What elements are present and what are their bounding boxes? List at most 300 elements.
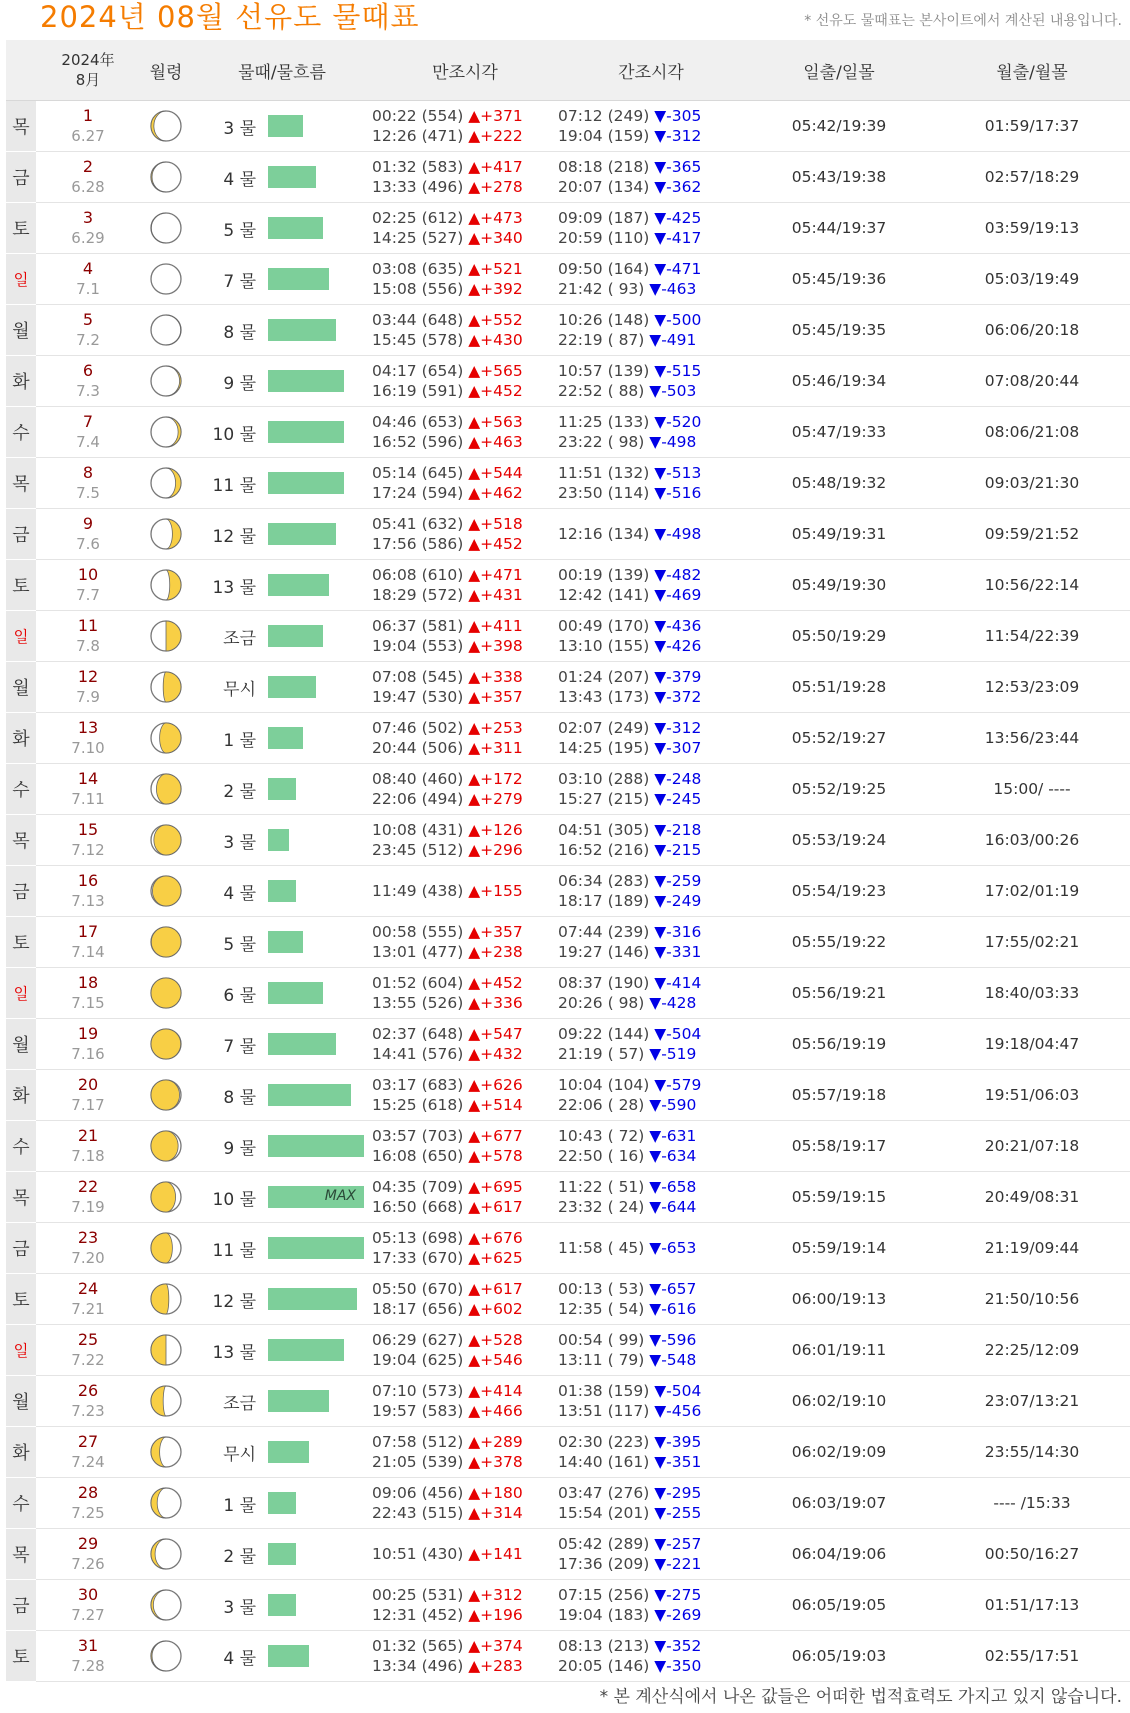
- low-tide-entry: [558, 789, 744, 809]
- date-cell: [36, 560, 140, 611]
- high-tide-diff: ▲+196: [468, 1606, 523, 1624]
- moonrise-moonset: 20:49/08:31: [934, 1172, 1130, 1223]
- date-cell: [36, 356, 140, 407]
- tide-phase-label: 2 물: [192, 764, 262, 815]
- low-tide-time: 14:40 (161): [558, 1453, 650, 1471]
- high-tide-entry: [372, 942, 558, 962]
- moonrise-moonset: 01:51/17:13: [934, 1580, 1130, 1631]
- low-tide-diff: ▼-482: [654, 566, 702, 584]
- moon-phase-icon: [148, 924, 184, 960]
- tide-flow-bar-track: [268, 982, 372, 1004]
- lunar-date: 7.20: [71, 1249, 105, 1267]
- low-tide-diff: ▼-658: [649, 1178, 697, 1196]
- tide-flow-bar: [268, 574, 329, 596]
- low-tide-time: 23:22 ( 98): [558, 433, 645, 451]
- moon-phase-cell: [140, 1274, 192, 1325]
- tide-flow-cell: [262, 866, 372, 917]
- moon-phase-icon: [148, 363, 184, 399]
- high-tide-diff: ▲+546: [468, 1351, 523, 1369]
- tide-phase-label: 3 물: [192, 101, 262, 152]
- date-cell: [36, 1019, 140, 1070]
- high-tide-diff: ▲+155: [468, 882, 523, 900]
- tide-flow-bar-track: [268, 625, 372, 647]
- low-tide-diff: ▼-215: [654, 841, 702, 859]
- tide-row: [6, 611, 1130, 662]
- high-tide-time: 22:06 (494): [372, 790, 464, 808]
- moonrise-moonset: 05:03/19:49: [934, 254, 1130, 305]
- moonrise-moonset: 00:50/16:27: [934, 1529, 1130, 1580]
- date-cell: [36, 305, 140, 356]
- tide-phase-label: 13 물: [192, 1325, 262, 1376]
- date-cell: [36, 1478, 140, 1529]
- tide-flow-bar-track: [268, 931, 372, 953]
- tide-flow-bar: [268, 370, 344, 392]
- high-tide-time: 16:08 (650): [372, 1147, 464, 1165]
- low-tide-diff: ▼-417: [654, 229, 702, 247]
- moon-phase-cell: [140, 1070, 192, 1121]
- tide-flow-cell: [262, 713, 372, 764]
- moon-lit-portion: [163, 672, 181, 702]
- low-tide-cell: [558, 866, 744, 917]
- tide-flow-bar-track: [268, 1645, 372, 1667]
- date-cell: [36, 764, 140, 815]
- high-tide-time: 17:24 (594): [372, 484, 464, 502]
- high-tide-entry: [372, 310, 558, 330]
- high-tide-cell: [372, 866, 558, 917]
- lunar-date: 6.29: [71, 229, 105, 247]
- moonrise-moonset: 23:07/13:21: [934, 1376, 1130, 1427]
- tide-flow-cell: [262, 1121, 372, 1172]
- day-of-week: 일: [6, 254, 36, 305]
- tide-flow-cell: [262, 1427, 372, 1478]
- date-cell: [36, 101, 140, 152]
- moon-phase-icon: [148, 312, 184, 348]
- high-tide-cell: [372, 407, 558, 458]
- date-cell: [36, 509, 140, 560]
- moon-phase-cell: [140, 713, 192, 764]
- tide-row: [6, 1631, 1130, 1682]
- sunrise-sunset: 05:54/19:23: [744, 866, 934, 917]
- moon-phase-cell: [140, 152, 192, 203]
- lunar-date: 7.6: [76, 535, 100, 553]
- high-tide-entry: [372, 922, 558, 942]
- tide-row: [6, 407, 1130, 458]
- high-tide-cell: [372, 254, 558, 305]
- high-tide-time: 07:10 (573): [372, 1382, 464, 1400]
- low-tide-cell: [558, 305, 744, 356]
- tide-phase-label: 3 물: [192, 1580, 262, 1631]
- low-tide-time: 11:58 ( 45): [558, 1239, 645, 1257]
- high-tide-diff: ▲+578: [468, 1147, 523, 1165]
- low-tide-entry: [558, 1299, 744, 1319]
- moonrise-moonset: 09:03/21:30: [934, 458, 1130, 509]
- date-cell: [36, 1172, 140, 1223]
- day-of-week: 목: [6, 101, 36, 152]
- moon-phase-icon: [148, 975, 184, 1011]
- low-tide-diff: ▼-503: [649, 382, 697, 400]
- high-tide-time: 01:32 (565): [372, 1637, 464, 1655]
- low-tide-entry: [558, 1075, 744, 1095]
- high-tide-entry: [372, 412, 558, 432]
- high-tide-diff: ▲+238: [468, 943, 523, 961]
- high-tide-diff: ▲+528: [468, 1331, 523, 1349]
- high-tide-diff: ▲+676: [468, 1229, 523, 1247]
- low-tide-time: 19:04 (183): [558, 1606, 650, 1624]
- moon-lit-portion: [152, 876, 181, 906]
- sunrise-sunset: 05:45/19:36: [744, 254, 934, 305]
- tide-flow-bar-track: [268, 676, 372, 698]
- date-cell: [36, 407, 140, 458]
- high-tide-entry: [372, 973, 558, 993]
- date-cell: [36, 662, 140, 713]
- header-tide-flow: 물때/물흐름: [192, 40, 372, 101]
- high-tide-diff: ▲+279: [468, 790, 523, 808]
- sunrise-sunset: 05:48/19:32: [744, 458, 934, 509]
- low-tide-time: 22:19 ( 87): [558, 331, 645, 349]
- solar-day: 14: [77, 769, 99, 788]
- moon-phase-icon: [148, 1179, 184, 1215]
- high-tide-cell: [372, 1070, 558, 1121]
- header-month: 8月: [75, 71, 101, 89]
- low-tide-entry: [558, 361, 744, 381]
- low-tide-entry: [558, 1197, 744, 1217]
- date-cell: [36, 611, 140, 662]
- moon-phase-cell: [140, 254, 192, 305]
- lunar-date: 7.24: [71, 1453, 105, 1471]
- low-tide-time: 20:59 (110): [558, 229, 650, 247]
- moonrise-moonset: 21:19/09:44: [934, 1223, 1130, 1274]
- low-tide-cell: [558, 101, 744, 152]
- moon-phase-cell: [140, 815, 192, 866]
- high-tide-diff: ▲+289: [468, 1433, 523, 1451]
- low-tide-entry: [558, 228, 744, 248]
- high-tide-diff: ▲+473: [468, 209, 523, 227]
- solar-day: 20: [77, 1075, 99, 1094]
- low-tide-diff: ▼-520: [654, 413, 702, 431]
- tide-flow-cell: [262, 1631, 372, 1682]
- low-tide-entry: [558, 1024, 744, 1044]
- moon-phase-icon: [148, 1230, 184, 1266]
- low-tide-entry: [558, 1279, 744, 1299]
- lunar-date: 7.28: [71, 1657, 105, 1675]
- low-tide-time: 20:05 (146): [558, 1657, 650, 1675]
- tide-phase-label: 2 물: [192, 1529, 262, 1580]
- moonrise-moonset: 02:55/17:51: [934, 1631, 1130, 1682]
- high-tide-time: 06:37 (581): [372, 617, 464, 635]
- low-tide-time: 19:27 (146): [558, 943, 650, 961]
- lunar-date: 7.7: [76, 586, 100, 604]
- high-tide-time: 14:25 (527): [372, 229, 464, 247]
- low-tide-diff: ▼-548: [649, 1351, 697, 1369]
- low-tide-diff: ▼-653: [649, 1239, 697, 1257]
- tide-flow-cell: [262, 968, 372, 1019]
- high-tide-diff: ▲+311: [468, 739, 523, 757]
- sunrise-sunset: 05:43/19:38: [744, 152, 934, 203]
- high-tide-cell: [372, 968, 558, 1019]
- high-tide-cell: [372, 1529, 558, 1580]
- low-tide-time: 16:52 (216): [558, 841, 650, 859]
- tide-row: [6, 1478, 1130, 1529]
- day-of-week: 화: [6, 1427, 36, 1478]
- tide-row: [6, 101, 1130, 152]
- tide-flow-bar-track: [268, 1492, 372, 1514]
- low-tide-time: 22:06 ( 28): [558, 1096, 645, 1114]
- date-cell: [36, 1274, 140, 1325]
- moon-phase-icon: [148, 1587, 184, 1623]
- high-tide-entry: [372, 361, 558, 381]
- date-cell: [36, 1121, 140, 1172]
- high-tide-time: 00:22 (554): [372, 107, 464, 125]
- solar-day: 3: [82, 208, 94, 227]
- low-tide-time: 12:35 ( 54): [558, 1300, 645, 1318]
- high-tide-diff: ▲+514: [468, 1096, 523, 1114]
- moonrise-moonset: 09:59/21:52: [934, 509, 1130, 560]
- tide-flow-bar: [268, 472, 344, 494]
- high-tide-diff: ▲+563: [468, 413, 523, 431]
- date-cell: [36, 203, 140, 254]
- high-tide-time: 15:25 (618): [372, 1096, 464, 1114]
- moonrise-moonset: 15:00/ ----: [934, 764, 1130, 815]
- page-title: 2024년 08월 선유도 물때표: [40, 0, 420, 34]
- header-low-tide: 간조시각: [558, 40, 744, 101]
- sunrise-sunset: 05:59/19:14: [744, 1223, 934, 1274]
- low-tide-time: 11:25 (133): [558, 413, 650, 431]
- high-tide-entry: [372, 840, 558, 860]
- low-tide-cell: [558, 203, 744, 254]
- low-tide-entry: [558, 1381, 744, 1401]
- solar-day: 22: [77, 1177, 99, 1196]
- low-tide-diff: ▼-515: [654, 362, 702, 380]
- day-of-week: 수: [6, 407, 36, 458]
- tide-phase-label: 11 물: [192, 458, 262, 509]
- low-tide-time: 17:36 (209): [558, 1555, 650, 1573]
- date-cell: [36, 1325, 140, 1376]
- day-of-week: 월: [6, 305, 36, 356]
- tide-row: [6, 1274, 1130, 1325]
- moonrise-moonset: 10:56/22:14: [934, 560, 1130, 611]
- tide-row: [6, 254, 1130, 305]
- low-tide-time: 21:19 ( 57): [558, 1045, 645, 1063]
- moon-phase-cell: [140, 356, 192, 407]
- date-cell: [36, 1529, 140, 1580]
- high-tide-time: 09:06 (456): [372, 1484, 464, 1502]
- day-of-week: 목: [6, 815, 36, 866]
- low-tide-time: 09:22 (144): [558, 1025, 650, 1043]
- low-tide-diff: ▼-519: [649, 1045, 697, 1063]
- tide-row: [6, 662, 1130, 713]
- day-of-week: 목: [6, 458, 36, 509]
- high-tide-time: 18:29 (572): [372, 586, 464, 604]
- low-tide-time: 10:57 (139): [558, 362, 650, 380]
- tide-flow-bar: [268, 1237, 364, 1259]
- high-tide-diff: ▲+602: [468, 1300, 523, 1318]
- tide-flow-bar-track: [268, 880, 372, 902]
- sunrise-sunset: 05:45/19:35: [744, 305, 934, 356]
- tide-flow-bar: [268, 778, 296, 800]
- sunrise-sunset: 06:02/19:09: [744, 1427, 934, 1478]
- high-tide-entry: [372, 1483, 558, 1503]
- high-tide-diff: ▲+378: [468, 1453, 523, 1471]
- day-of-week: 월: [6, 1376, 36, 1427]
- low-tide-entry: [558, 840, 744, 860]
- tide-row: [6, 509, 1130, 560]
- day-of-week: 금: [6, 1580, 36, 1631]
- sunrise-sunset: 05:56/19:21: [744, 968, 934, 1019]
- disclaimer-footer: * 본 계산식에서 나온 값들은 어떠한 법적효력도 가지고 있지 않습니다.: [599, 1687, 1122, 1707]
- low-tide-time: 18:17 (189): [558, 892, 650, 910]
- tide-flow-bar-track: [268, 1441, 372, 1463]
- low-tide-time: 02:30 (223): [558, 1433, 650, 1451]
- high-tide-diff: ▲+417: [468, 158, 523, 176]
- high-tide-time: 03:08 (635): [372, 260, 464, 278]
- tide-row: [6, 917, 1130, 968]
- low-tide-diff: ▼-469: [654, 586, 702, 604]
- tide-phase-label: 조금: [192, 611, 262, 662]
- sunrise-sunset: 05:42/19:39: [744, 101, 934, 152]
- moonrise-moonset: 07:08/20:44: [934, 356, 1130, 407]
- high-tide-diff: ▲+357: [468, 688, 523, 706]
- date-cell: [36, 815, 140, 866]
- solar-day: 9: [82, 514, 94, 533]
- tide-phase-label: 무시: [192, 1427, 262, 1478]
- lunar-date: 7.4: [76, 433, 100, 451]
- tide-flow-cell: [262, 1325, 372, 1376]
- low-tide-time: 13:10 (155): [558, 637, 650, 655]
- high-tide-diff: ▲+336: [468, 994, 523, 1012]
- low-tide-diff: ▼-456: [654, 1402, 702, 1420]
- day-of-week: 토: [6, 1274, 36, 1325]
- tide-flow-bar: [268, 1645, 309, 1667]
- moon-phase-cell: [140, 1631, 192, 1682]
- low-tide-entry: [558, 1401, 744, 1421]
- tide-flow-bar: [268, 1390, 329, 1412]
- low-tide-time: 01:24 (207): [558, 668, 650, 686]
- tide-phase-label: 11 물: [192, 1223, 262, 1274]
- solar-day: 7: [82, 412, 94, 431]
- high-tide-time: 15:08 (556): [372, 280, 464, 298]
- moonrise-moonset: 19:18/04:47: [934, 1019, 1130, 1070]
- date-cell: [36, 254, 140, 305]
- low-tide-diff: ▼-414: [654, 974, 702, 992]
- high-tide-cell: [372, 203, 558, 254]
- low-tide-entry: [558, 483, 744, 503]
- high-tide-diff: ▲+283: [468, 1657, 523, 1675]
- low-tide-diff: ▼-255: [654, 1504, 702, 1522]
- low-tide-diff: ▼-425: [654, 209, 702, 227]
- tide-flow-bar: [268, 1594, 296, 1616]
- tide-flow-bar: [268, 1492, 296, 1514]
- low-tide-cell: [558, 1019, 744, 1070]
- sunrise-sunset: 05:59/19:15: [744, 1172, 934, 1223]
- high-tide-cell: [372, 1019, 558, 1070]
- high-tide-diff: ▲+357: [468, 923, 523, 941]
- high-tide-diff: ▲+617: [468, 1280, 523, 1298]
- low-tide-time: 03:10 (288): [558, 770, 650, 788]
- low-tide-entry: [558, 1044, 744, 1064]
- tide-flow-bar: [268, 1543, 296, 1565]
- moon-phase-icon: [148, 1638, 184, 1674]
- low-tide-diff: ▼-350: [654, 1657, 702, 1675]
- tide-flow-bar: [268, 1339, 344, 1361]
- tide-flow-bar-track: [268, 472, 372, 494]
- solar-day: 24: [77, 1279, 99, 1298]
- high-tide-time: 06:08 (610): [372, 566, 464, 584]
- tide-row: [6, 1325, 1130, 1376]
- sunrise-sunset: 05:56/19:19: [744, 1019, 934, 1070]
- day-of-week: 목: [6, 1529, 36, 1580]
- tide-flow-cell: [262, 509, 372, 560]
- lunar-date: 7.21: [71, 1300, 105, 1318]
- moonrise-moonset: 06:06/20:18: [934, 305, 1130, 356]
- low-tide-cell: [558, 764, 744, 815]
- solar-day: 27: [77, 1432, 99, 1451]
- moon-phase-icon: [148, 873, 184, 909]
- low-tide-cell: [558, 1223, 744, 1274]
- tide-flow-bar-track: [268, 1288, 372, 1310]
- high-tide-time: 04:46 (653): [372, 413, 464, 431]
- high-tide-diff: ▲+552: [468, 311, 523, 329]
- tide-flow-bar-track: [268, 1033, 372, 1055]
- high-tide-diff: ▲+374: [468, 1637, 523, 1655]
- high-tide-entry: [372, 1503, 558, 1523]
- low-tide-cell: [558, 1070, 744, 1121]
- tide-flow-bar-track: [268, 1594, 372, 1616]
- low-tide-entry: [558, 259, 744, 279]
- sunrise-sunset: 06:01/19:11: [744, 1325, 934, 1376]
- tide-flow-cell: [262, 305, 372, 356]
- moon-phase-cell: [140, 203, 192, 254]
- lunar-date: 7.15: [71, 994, 105, 1012]
- low-tide-diff: ▼-634: [649, 1147, 697, 1165]
- tide-flow-bar-track: [268, 574, 372, 596]
- low-tide-entry: [558, 432, 744, 452]
- tide-row: [6, 1121, 1130, 1172]
- date-cell: [36, 968, 140, 1019]
- moon-phase-icon: [148, 465, 184, 501]
- low-tide-entry: [558, 1483, 744, 1503]
- low-tide-diff: ▼-504: [654, 1025, 702, 1043]
- high-tide-diff: ▲+452: [468, 535, 523, 553]
- tide-flow-bar-track: [268, 268, 372, 290]
- moonrise-moonset: 23:55/14:30: [934, 1427, 1130, 1478]
- low-tide-time: 00:19 (139): [558, 566, 650, 584]
- tide-flow-bar-track: [268, 370, 372, 392]
- high-tide-time: 23:45 (512): [372, 841, 464, 859]
- high-tide-time: 03:44 (648): [372, 311, 464, 329]
- low-tide-cell: [558, 1172, 744, 1223]
- high-tide-cell: [372, 611, 558, 662]
- high-tide-diff: ▲+172: [468, 770, 523, 788]
- high-tide-time: 12:31 (452): [372, 1606, 464, 1624]
- high-tide-cell: [372, 713, 558, 764]
- high-tide-entry: [372, 106, 558, 126]
- high-tide-diff: ▲+340: [468, 229, 523, 247]
- moon-phase-icon: [148, 1485, 184, 1521]
- tide-flow-bar: [268, 268, 329, 290]
- tide-row: [6, 1223, 1130, 1274]
- high-tide-time: 16:52 (596): [372, 433, 464, 451]
- tide-flow-cell: [262, 1070, 372, 1121]
- low-tide-diff: ▼-365: [654, 158, 702, 176]
- tide-flow-cell: [262, 611, 372, 662]
- low-tide-entry: [558, 1330, 744, 1350]
- date-cell: [36, 866, 140, 917]
- high-tide-diff: ▲+695: [468, 1178, 523, 1196]
- low-tide-diff: ▼-257: [654, 1535, 702, 1553]
- sunrise-sunset: 06:03/19:07: [744, 1478, 934, 1529]
- solar-day: 11: [77, 616, 99, 635]
- low-tide-diff: ▼-463: [649, 280, 697, 298]
